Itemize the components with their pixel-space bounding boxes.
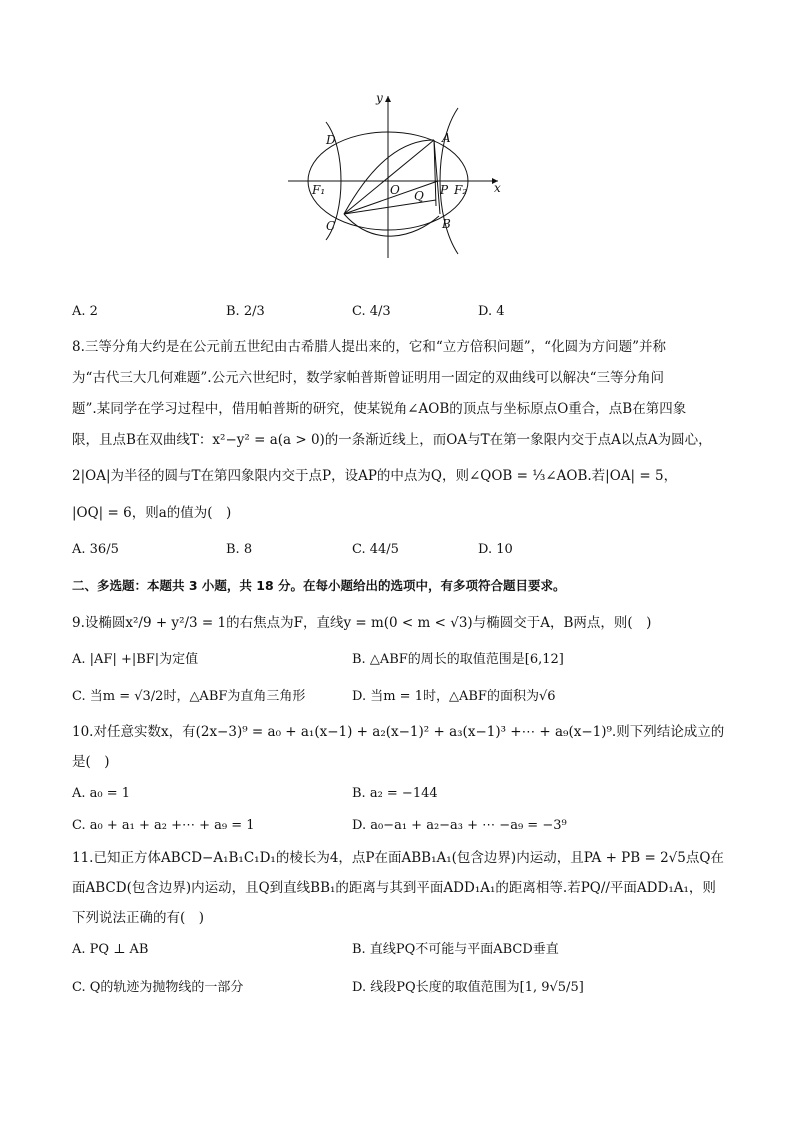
q8-line-1: 8.三等分角大约是在公元前五世纪由古希腊人提出来的，它和“立方倍积问题”，“化圆为方问题”并称 [72, 339, 666, 355]
q10-option-b: B. a₂ = −144 [352, 786, 438, 801]
q11-line-1: 11.已知正方体ABCD−A₁B₁C₁D₁的棱长为4，点P在面ABB₁A₁(包含边界)内运动，且PA + PB = 2√5点Q在 [72, 850, 724, 866]
q10-option-d: D. a₀−a₁ + a₂−a₃ + ⋯ −a₉ = −3⁹ [352, 818, 567, 833]
q11-option-b: B. 直线PQ不可能与平面ABCD垂直 [352, 942, 559, 957]
q8-line-5: 2|OA|为半径的圆与T在第四象限内交于点P，设AP的中点为Q，则∠QOB = ⅓∠AOB.若|OA| = 5， [72, 468, 678, 484]
hyperbola-ellipse-figure [284, 88, 510, 260]
label-F2: F₂ [454, 183, 468, 197]
q9-option-d: D. 当m = 1时，△ABF的面积为√6 [352, 689, 556, 704]
q8-line-4: 限，且点B在双曲线T：x²−y² = a(a > 0)的一条渐近线上，而OA与T在第一象限内交于点A以点A为圆心， [72, 432, 712, 448]
q9-option-c: C. 当m = √3/2时，△ABF为直角三角形 [72, 689, 306, 704]
label-Q: Q [414, 189, 424, 203]
label-x: x [494, 181, 501, 195]
q8-option-c: C. 44/5 [352, 542, 399, 557]
q8-line-2: 为“古代三大几何难题”.公元六世纪时，数学家帕普斯曾证明用一固定的双曲线可以解决“三等分角问 [72, 370, 664, 386]
q8-line-3: 题”.某同学在学习过程中，借用帕普斯的研究，使某锐角∠AOB的顶点与坐标原点O重合，点B在第四象 [72, 401, 687, 417]
q9-option-b: B. △ABF的周长的取值范围是[6,12] [352, 652, 564, 667]
q8-option-a: A. 36/5 [72, 542, 119, 557]
q11-option-c: C. Q的轨迹为抛物线的一部分 [72, 980, 244, 995]
q7-option-b: B. 2/3 [226, 304, 265, 319]
label-P: P [440, 183, 449, 197]
q9-stem: 9.设椭圆x²/9 + y²/3 = 1的右焦点为F，直线y = m(0 < m < √3)与椭圆交于A，B两点，则( ) [72, 615, 652, 631]
q11-option-a: A. PQ ⊥ AB [72, 942, 149, 957]
q9-option-a: A. |AF| +|BF|为定值 [72, 652, 199, 667]
q7-option-a: A. 2 [72, 304, 98, 319]
section-2-heading: 二、多选题：本题共 3 小题，共 18 分。在每小题给出的选项中，有多项符合题目要求。 [72, 578, 566, 593]
q7-option-c: C. 4/3 [352, 304, 391, 319]
q11-option-d: D. 线段PQ长度的取值范围为[1, 9√5/5] [352, 980, 584, 995]
q10-option-c: C. a₀ + a₁ + a₂ +⋯ + a₉ = 1 [72, 818, 255, 833]
q10-line-1: 10.对任意实数x，有(2x−3)⁹ = a₀ + a₁(x−1) + a₂(x−1)² + a₃(x−1)³ +⋯ + a₉(x−1)⁹.则下列结论成立的 [72, 724, 725, 740]
label-F1: F₁ [312, 183, 326, 197]
q11-line-3: 下列说法正确的有( ) [72, 910, 205, 926]
label-y: y [376, 91, 383, 105]
q8-option-d: D. 10 [478, 542, 513, 557]
q8-line-6: |OQ| = 6，则a的值为( ) [72, 505, 232, 521]
q10-option-a: A. a₀ = 1 [72, 786, 131, 801]
q11-line-2: 面ABCD(包含边界)内运动，且Q到直线BB₁的距离与其到平面ADD₁A₁的距离相等.若PQ//平面ADD₁A₁，则 [72, 880, 716, 896]
label-A: A [442, 131, 451, 145]
q7-option-d: D. 4 [478, 304, 505, 319]
label-O: O [390, 183, 400, 197]
q10-line-2: 是( ) [72, 754, 110, 770]
label-D: D [326, 133, 336, 147]
q8-option-b: B. 8 [226, 542, 253, 557]
label-C: C [326, 219, 336, 233]
label-B: B [442, 217, 451, 231]
